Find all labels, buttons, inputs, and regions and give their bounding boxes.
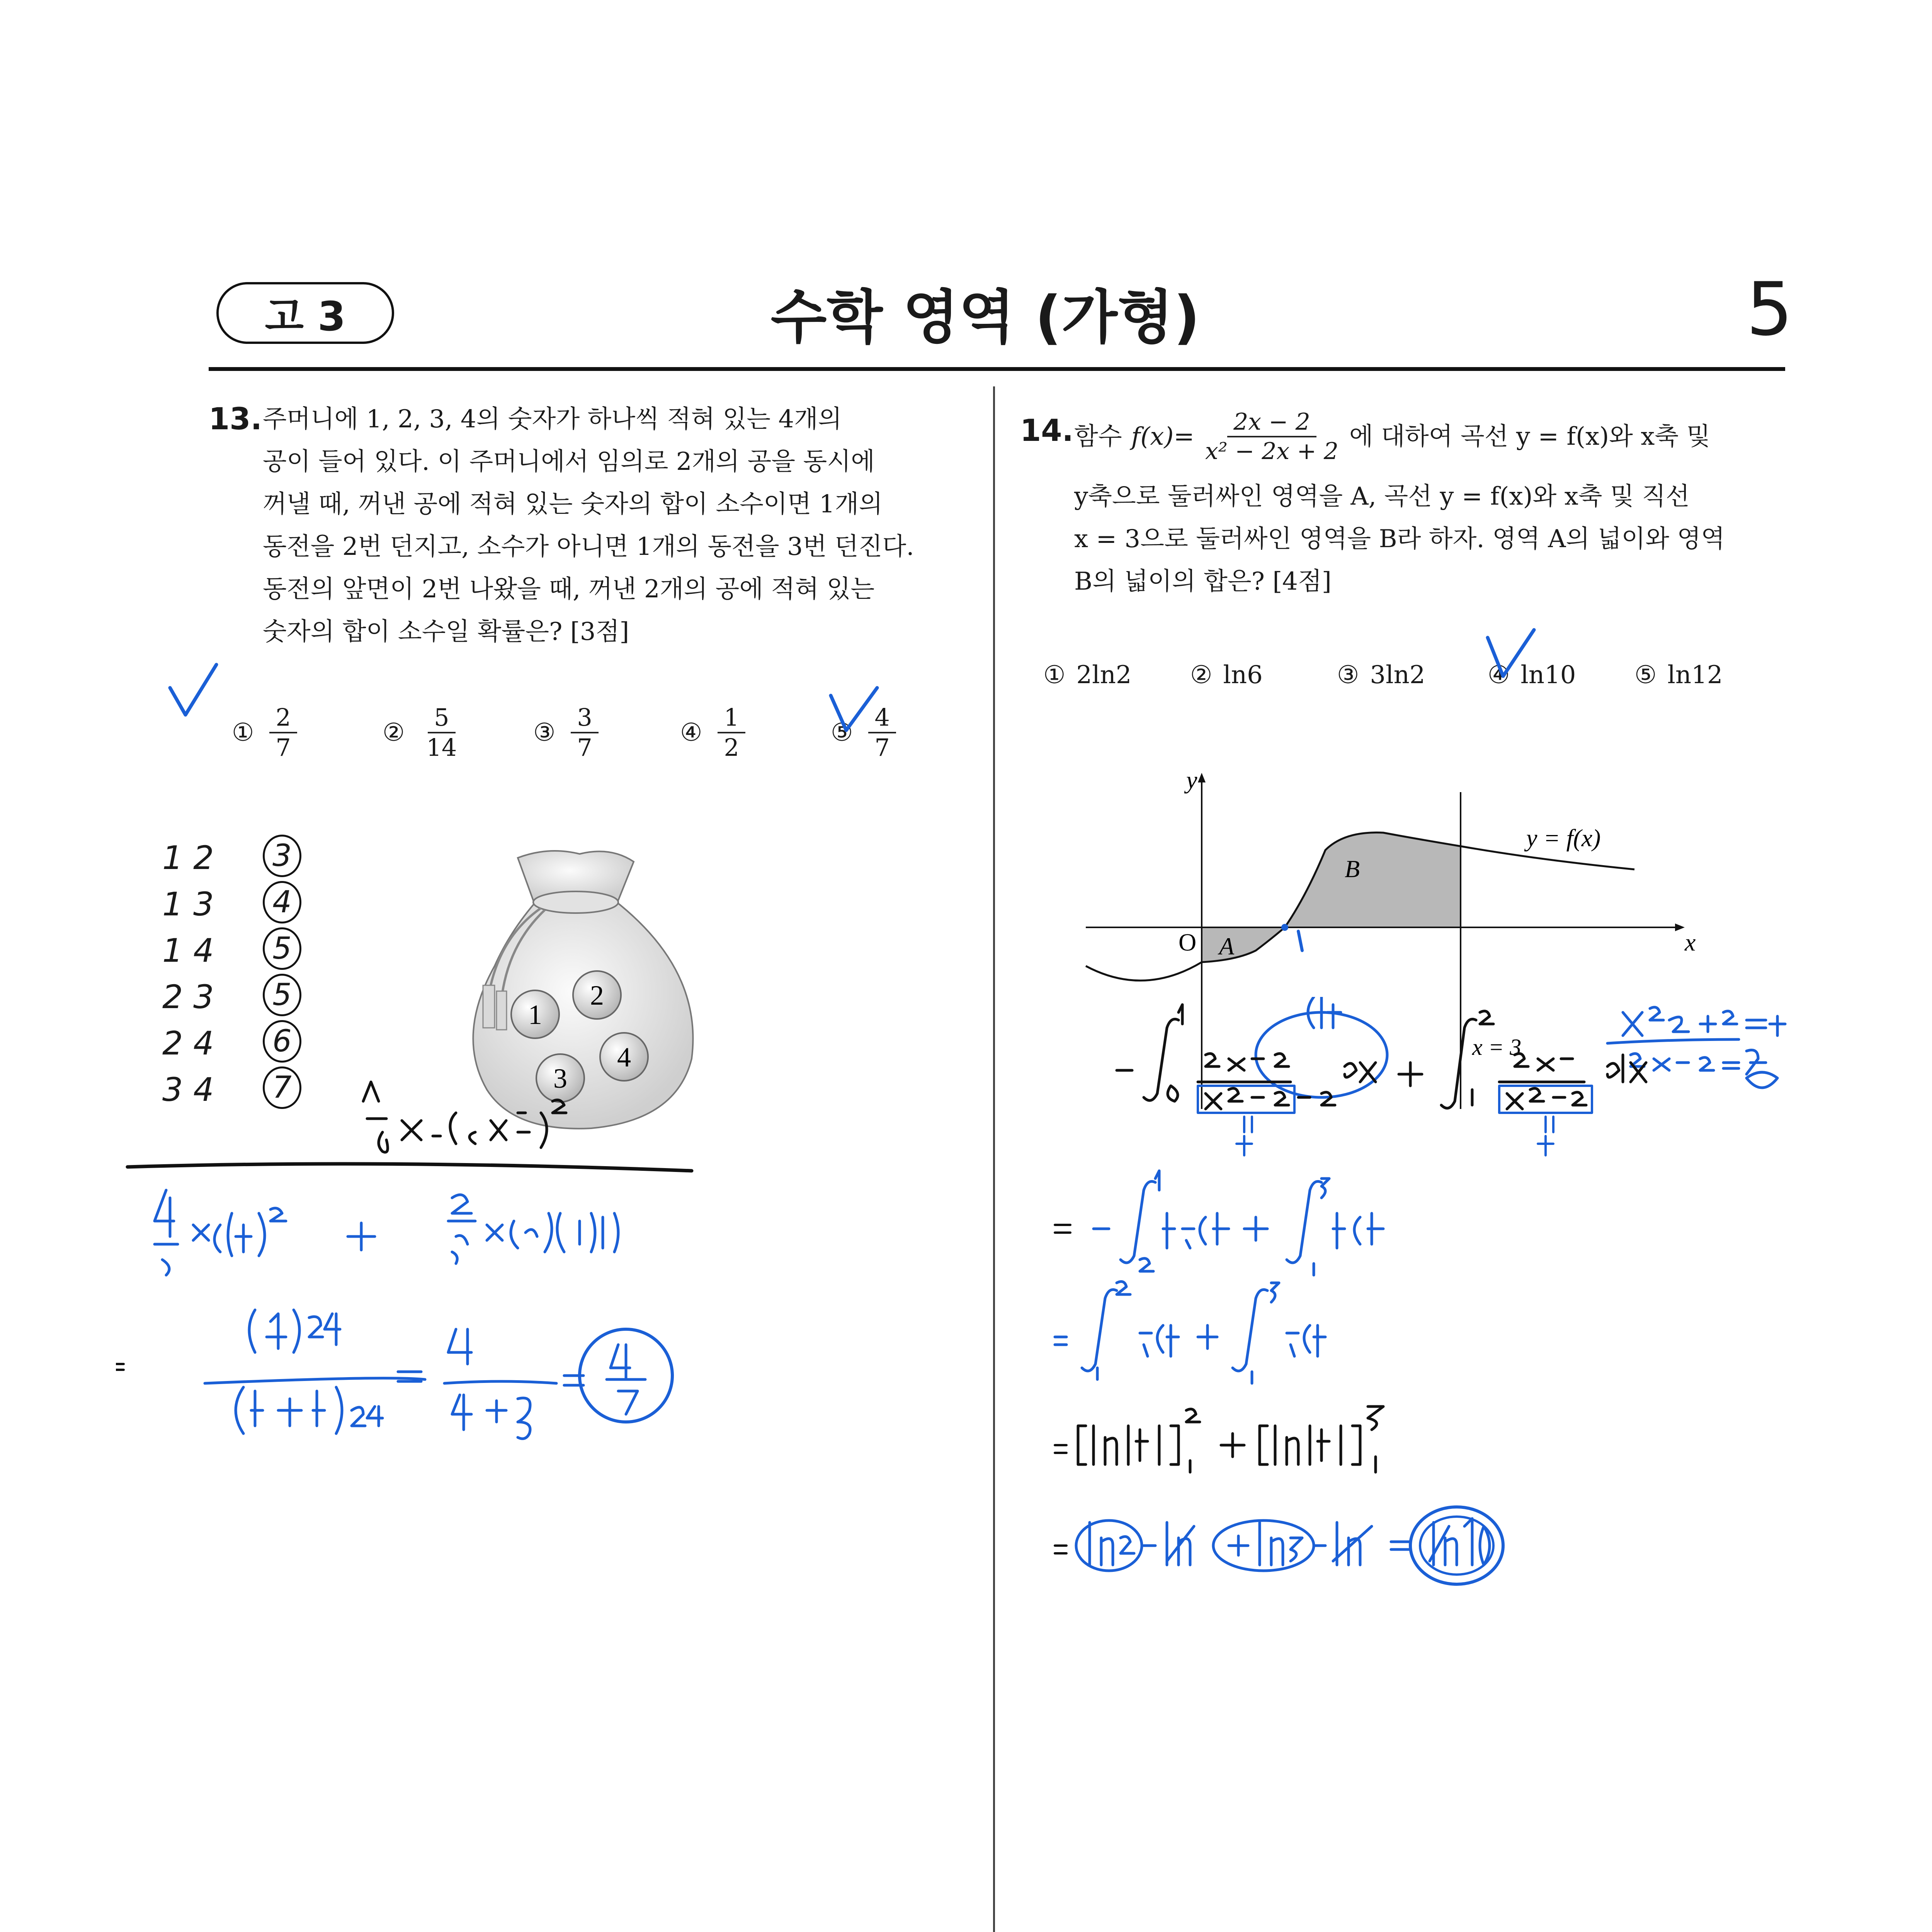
pair-row: 1 3	[162, 885, 214, 923]
region-b-label: B	[1345, 855, 1360, 883]
x-axis-label: x	[1685, 929, 1696, 956]
svg-text:4: 4	[617, 1042, 631, 1073]
choice-14-3[interactable]: ③ 3ln2	[1337, 661, 1425, 689]
problem-13-line: 동전의 앞면이 2번 나왔을 때, 꺼낸 2개의 공에 적혀 있는	[263, 575, 875, 604]
svg-text:1: 1	[528, 999, 542, 1030]
region-a-shade	[1202, 927, 1285, 962]
sum-circled: 5	[263, 927, 301, 970]
y-axis-label: y	[1186, 769, 1197, 794]
choice-13-2[interactable]: ② $\frac{5}{14}$	[383, 703, 457, 762]
choice-14-5[interactable]: ⑤ ln12	[1634, 661, 1723, 689]
svg-text:2: 2	[590, 980, 604, 1011]
problem-14-line: B의 넓이의 합은? [4점]	[1074, 567, 1332, 596]
choice-14-2[interactable]: ② ln6	[1190, 661, 1263, 689]
problem-13-number: 13.	[209, 402, 262, 437]
origin-label: O	[1179, 929, 1197, 956]
problem-14-intro: 함수	[1074, 422, 1122, 451]
problem-14-first-line	[1074, 398, 1793, 475]
choice-13-3[interactable]: ③ $\frac{3}{7}$	[533, 703, 603, 762]
line-x3-label: x = 3	[1472, 1034, 1522, 1060]
pair-row: 2 3	[162, 978, 214, 1016]
problem-13-line: 동전을 2번 던지고, 소수가 아니면 1개의 동전을 3번 던진다.	[263, 532, 914, 561]
answer-check-14	[1480, 626, 1542, 688]
answer-check-13	[823, 684, 885, 738]
handwritten-solution-14	[1051, 997, 1824, 1712]
problem-14-text	[1074, 398, 1793, 603]
grade-badge	[216, 282, 394, 344]
grade-label: 고 3	[265, 293, 346, 340]
problem-13-text	[263, 398, 966, 653]
choice-13-1[interactable]: ① $\frac{2}{7}$	[232, 703, 302, 762]
sum-circled: 3	[263, 835, 301, 877]
sum-circled: 6	[263, 1020, 301, 1063]
page-title: 수학 영역 (가형)	[770, 284, 1200, 351]
choice-14-1[interactable]: ① 2ln2	[1043, 661, 1132, 689]
y-arrow-icon	[1198, 773, 1206, 782]
curve-label: y = f(x)	[1526, 824, 1601, 852]
problem-13-line: 꺼낼 때, 꺼낸 공에 적혀 있는 숫자의 합이 소수이면 1개의	[263, 490, 883, 519]
svg-text:3: 3	[553, 1063, 567, 1094]
page-number: 5	[1746, 267, 1793, 352]
pair-row: 3 4	[162, 1071, 214, 1109]
problem-13-line: 공이 들어 있다. 이 주머니에서 임의로 2개의 공을 동시에	[263, 447, 875, 476]
problem-13-line: 숫자의 합이 소수일 확률은? [3점]	[263, 617, 629, 646]
x-arrow-icon	[1675, 923, 1685, 931]
problem-14-line: x = 3으로 둘러싸인 영역을 B라 하자. 영역 A의 넓이와 영역	[1074, 525, 1725, 553]
handwritten-solution-13	[116, 657, 773, 1488]
choice-13-5[interactable]: ⑤ $\frac{4}{7}$	[831, 703, 901, 762]
choice-14-4[interactable]: ④ ln10	[1488, 661, 1576, 689]
column-divider	[993, 386, 995, 1932]
sum-circled: 4	[263, 881, 301, 923]
sum-circled: 7	[263, 1066, 301, 1109]
sum-circled: 5	[263, 974, 301, 1016]
root-point	[1281, 924, 1288, 931]
pair-row: 2 4	[162, 1024, 214, 1062]
pair-row: 1 2	[162, 839, 214, 877]
choice-13-4[interactable]: ④ $\frac{1}{2}$	[680, 703, 750, 762]
func-lhs: f(x)=	[1131, 422, 1194, 451]
region-a-label: A	[1219, 932, 1235, 960]
header-rule	[209, 367, 1785, 371]
func-fraction: $\frac{2x - 2}{\text{x² − 2x + 2}}$	[1205, 408, 1338, 465]
problem-14-line-rest: 에 대하여 곡선 y = f(x)와 x축 및	[1349, 422, 1711, 451]
problem-14-number: 14.	[1020, 413, 1074, 448]
pair-row: 1 4	[162, 932, 214, 969]
problem-14-line: y축으로 둘러싸인 영역을 A, 곡선 y = f(x)와 x축 및 직선	[1074, 482, 1690, 511]
problem-13-line: 주머니에 1, 2, 3, 4의 숫자가 하나씩 적혀 있는 4개의	[263, 405, 842, 434]
